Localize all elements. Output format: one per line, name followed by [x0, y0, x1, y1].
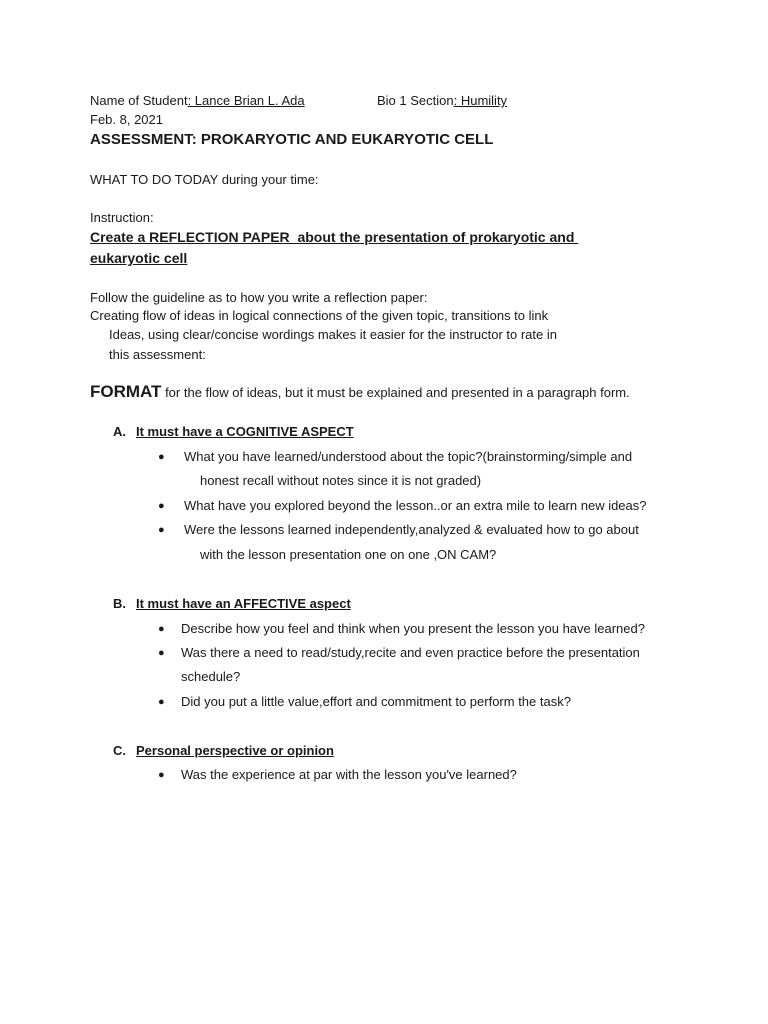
section-c-heading: Personal perspective or opinion	[136, 743, 334, 758]
section-a-bullet1-line2: honest recall without notes since it is not graded)	[200, 473, 482, 488]
format-rest: for the flow of ideas, but it must be explained and presented in a paragraph form.	[161, 385, 630, 400]
section-line	[377, 93, 507, 108]
section-a-letter: A.	[113, 424, 126, 439]
guideline-line1: Follow the guideline as to how you write a reflection paper:	[90, 290, 428, 305]
document-title: ASSESSMENT: PROKARYOTIC AND EUKARYOTIC CELL	[90, 131, 494, 148]
section-b-letter: B.	[113, 596, 126, 611]
section-b-bullet2-line1: Was there a need to read/study,recite and even practice before the presentation	[181, 645, 640, 660]
guideline-line4: this assessment:	[109, 347, 206, 362]
instruction-heading-line2: eukaryotic cell	[90, 250, 188, 266]
section-a-heading: It must have a COGNITIVE ASPECT	[136, 424, 354, 439]
guideline-line3: Ideas, using clear/concise wordings makes it easier for the instructor to rate in	[109, 327, 557, 342]
bullet-dot: ●	[158, 647, 165, 659]
student-value: : Lance Brian L. Ada	[187, 93, 305, 108]
section-a-bullet3-line1: Were the lessons learned independently,analyzed & evaluated how to go about	[184, 522, 639, 537]
section-c-bullet1-line1: Was the experience at par with the lesson you've learned?	[181, 767, 517, 782]
bullet-dot: ●	[158, 500, 165, 512]
section-a-bullet3-line2: with the lesson presentation one on one ,ON CAM?	[200, 547, 497, 562]
bullet-dot: ●	[158, 451, 165, 463]
bullet-dot: ●	[158, 623, 165, 635]
bullet-dot: ●	[158, 696, 165, 708]
student-label: Name of Student	[90, 93, 188, 108]
section-b-bullet3-line1: Did you put a little value,effort and commitment to perform the task?	[181, 694, 571, 709]
date: Feb. 8, 2021	[90, 112, 163, 127]
section-c-letter: C.	[113, 743, 126, 758]
what-to-do: WHAT TO DO TODAY during your time:	[90, 172, 319, 187]
instruction-heading-line1: Create a REFLECTION PAPER about the presentation of prokaryotic and	[90, 229, 579, 245]
section-a-bullet2-line1: What have you explored beyond the lesson..or an extra mile to learn new ideas?	[184, 498, 647, 513]
section-b-bullet2-line2: schedule?	[181, 669, 241, 684]
format-word: FORMAT	[90, 382, 162, 401]
section-a-bullet1-line1: What you have learned/understood about the topic?(brainstorming/simple and	[184, 449, 633, 464]
section-b-heading: It must have an AFFECTIVE aspect	[136, 596, 351, 611]
section-label: Bio 1 Section	[377, 93, 454, 108]
student-name-line	[90, 93, 305, 108]
format-line	[90, 382, 630, 402]
bullet-dot: ●	[158, 524, 165, 536]
instruction-label: Instruction:	[90, 210, 154, 225]
section-value: : Humility	[453, 93, 508, 108]
bullet-dot: ●	[158, 769, 165, 781]
guideline-line2: Creating flow of ideas in logical connections of the given topic, transitions to link	[90, 308, 549, 323]
section-b-bullet1-line1: Describe how you feel and think when you present the lesson you have learned?	[181, 621, 645, 636]
